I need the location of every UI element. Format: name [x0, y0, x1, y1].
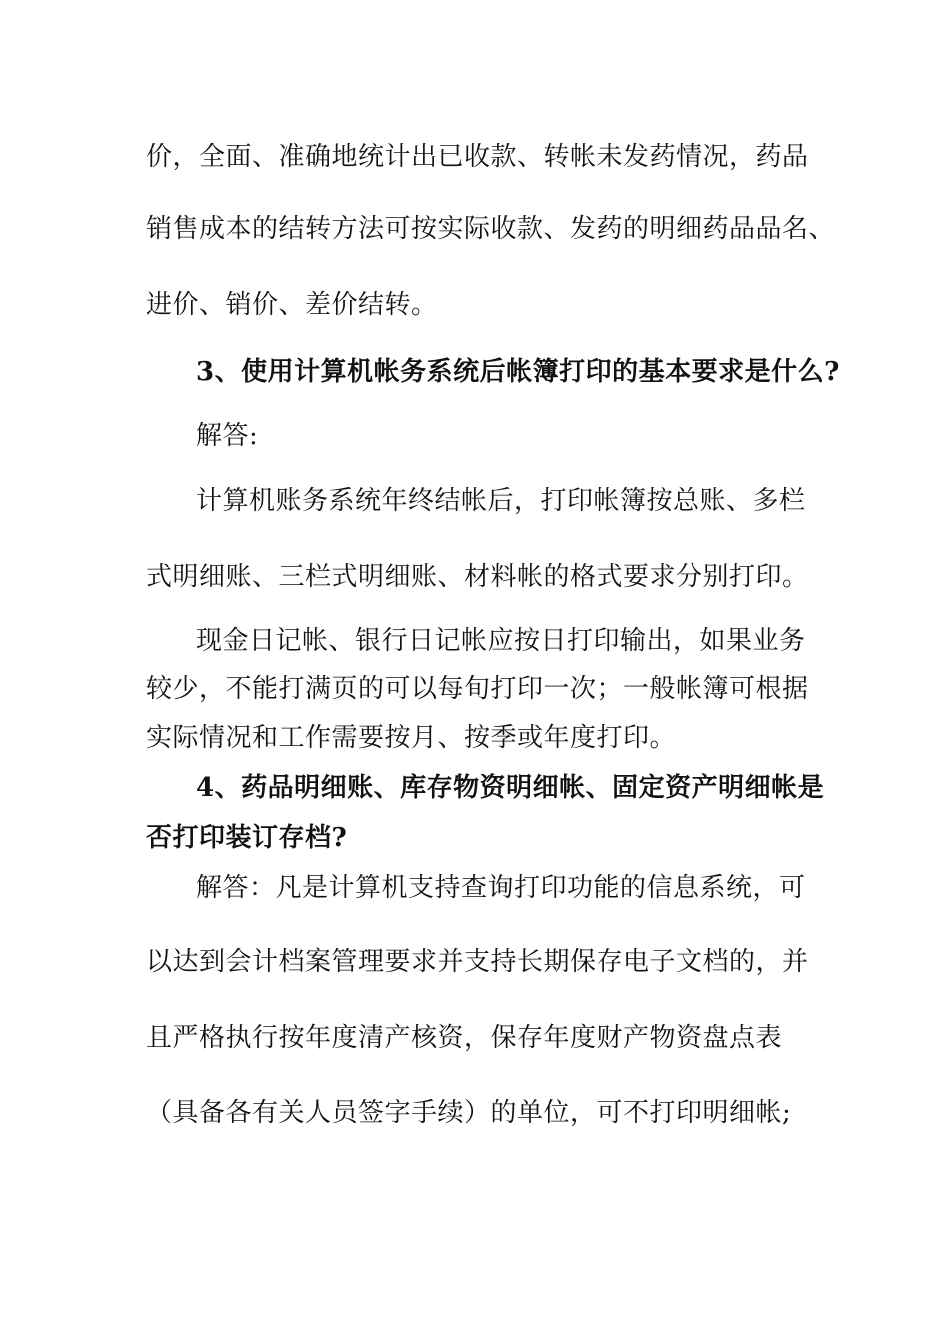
- answer-4-line-1: 解答：凡是计算机支持查询打印功能的信息系统，可: [196, 873, 806, 903]
- answer-4-line-3: 且严格执行按年度清产核资，保存年度财产物资盘点表: [146, 1023, 783, 1053]
- answer-3-line-2: 式明细账、三栏式明细账、材料帐的格式要求分别打印。: [146, 562, 809, 592]
- paragraph-line-1: 价，全面、准确地统计出已收款、转帐未发药情况，药品: [146, 142, 809, 172]
- answer-3-line-4: 较少，不能打满页的可以每旬打印一次；一般帐簿可根据: [146, 674, 809, 704]
- answer-4-line-2: 以达到会计档案管理要求并支持长期保存电子文档的，并: [146, 947, 809, 977]
- answer-3-line-1: 计算机账务系统年终结帐后，打印帐簿按总账、多栏: [196, 486, 806, 516]
- answer-3-line-5: 实际情况和工作需要按月、按季或年度打印。: [146, 723, 677, 753]
- answer-3-label: 解答:: [196, 421, 259, 451]
- paragraph-line-2: 销售成本的结转方法可按实际收款、发药的明细药品品名、: [146, 214, 836, 244]
- question-4-heading-line-1: 4、药品明细账、库存物资明细帐、固定资产明细帐是: [196, 773, 825, 803]
- question-4-heading-line-2: 否打印装订存档?: [146, 823, 348, 853]
- answer-3-line-3: 现金日记帐、银行日记帐应按日打印输出，如果业务: [196, 626, 806, 656]
- paragraph-line-3: 进价、销价、差价结转。: [146, 290, 438, 320]
- question-3-heading: 3、使用计算机帐务系统后帐簿打印的基本要求是什么?: [196, 357, 840, 387]
- answer-4-line-4: （具备各有关人员签字手续）的单位，可不打印明细帐;: [146, 1098, 792, 1128]
